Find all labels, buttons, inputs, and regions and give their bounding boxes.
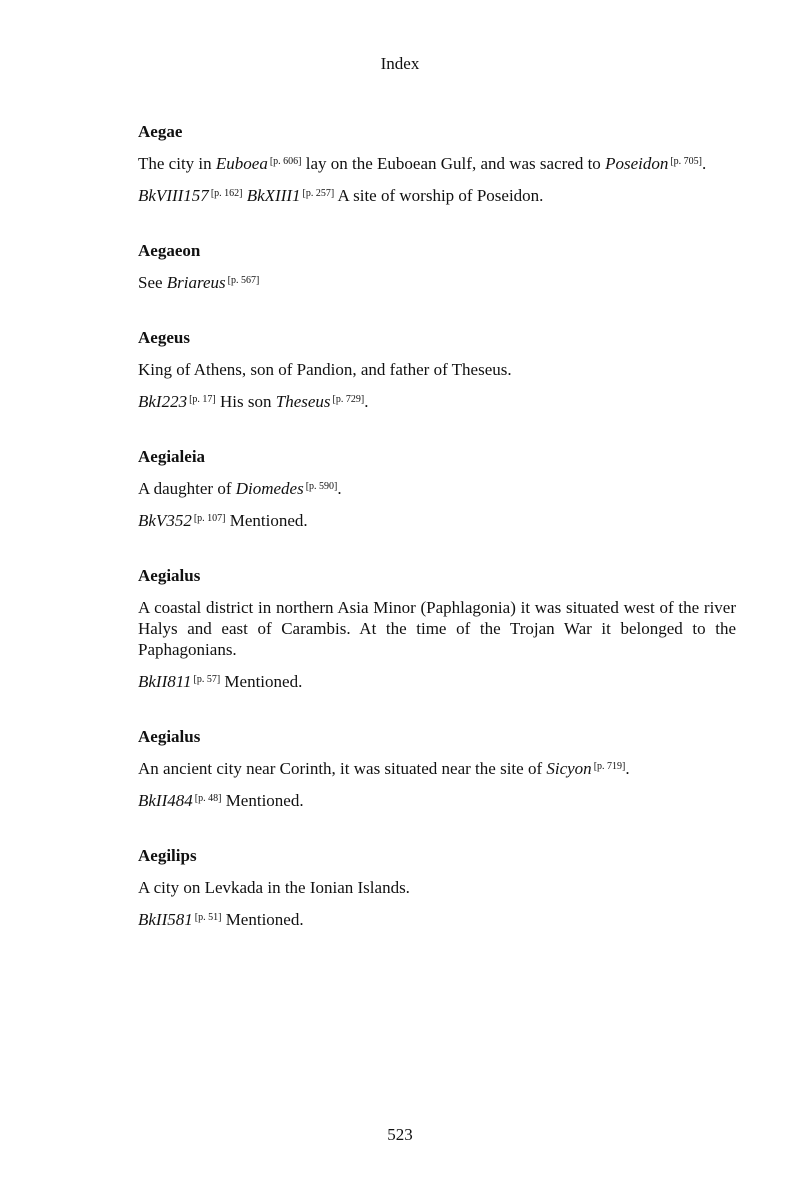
text-run: .: [625, 759, 630, 778]
entry-description: [138, 272, 736, 293]
running-head: Index: [380, 54, 420, 73]
text-run: Mentioned.: [221, 791, 304, 810]
text-run: Mentioned.: [221, 910, 304, 929]
index-entry: [138, 565, 736, 692]
book-line-link[interactable]: BkII581: [138, 910, 193, 929]
text-run: His son: [215, 392, 276, 411]
cross-reference-link[interactable]: Sicyon: [546, 759, 592, 778]
cross-reference-link[interactable]: Euboea: [215, 154, 268, 173]
entry-description: King of Athens, son of Pandion, and father of Theseus.: [138, 360, 512, 379]
page-reference: [p. 107]: [193, 513, 226, 524]
cross-reference-link[interactable]: Poseidon: [605, 154, 669, 173]
entry-description: A coastal district in northern Asia Minor (Paphlagonia) it was situated west of the river Halys and east of Carambis. At the time of the Trojan War it belonged to the Paphagonians.: [138, 598, 736, 659]
book-line-link[interactable]: BkI223: [138, 392, 188, 411]
page-reference: [p. 567]: [227, 275, 260, 286]
entry-citation: [138, 909, 736, 930]
text-run: .: [337, 479, 342, 498]
entry-citation: [138, 510, 736, 531]
entry-title: Aegilips: [138, 846, 197, 865]
page-number: 523: [387, 1125, 413, 1144]
text-run: lay on the Euboean Gulf, and was sacred to: [301, 154, 606, 173]
book-line-link[interactable]: BkII484: [138, 791, 193, 810]
page-reference: [p. 719]: [593, 761, 626, 772]
text-run: Mentioned.: [225, 511, 308, 530]
entry-citation: [138, 790, 736, 811]
index-entry: [138, 726, 736, 811]
page-reference: [p. 48]: [194, 793, 222, 804]
cross-reference-link[interactable]: Briareus: [166, 273, 226, 292]
entry-title: Aegialus: [138, 727, 201, 746]
text-run: The city in: [138, 154, 216, 173]
book-line-link[interactable]: BkV352: [138, 511, 192, 530]
page-reference: [p. 590]: [305, 481, 338, 492]
text-run: A daughter of: [138, 479, 236, 498]
entry-title: Aegae: [138, 122, 183, 141]
text-run: .: [364, 392, 369, 411]
entry-description: [138, 153, 736, 174]
entry-citation: [138, 671, 736, 692]
page-reference: [p. 57]: [193, 674, 221, 685]
page-reference: [p. 162]: [210, 188, 243, 199]
page-reference: [p. 17]: [189, 394, 216, 405]
book-line-link[interactable]: BkVIII157: [138, 186, 209, 205]
cross-reference-link[interactable]: Theseus: [275, 392, 331, 411]
index-entry: [138, 446, 736, 531]
index-entry: [138, 845, 736, 930]
index-content: [138, 121, 736, 964]
index-entry: [138, 121, 736, 206]
text-run: A site of worship of Poseidon.: [334, 186, 544, 205]
entry-description: [138, 758, 736, 779]
index-entry: [138, 327, 736, 412]
entry-citation: [138, 391, 736, 412]
book-line-link[interactable]: BkXIII1: [242, 186, 301, 205]
page-reference: [p. 729]: [332, 394, 365, 405]
text-run: An ancient city near Corinth, it was situated near the site of: [138, 759, 547, 778]
entry-title: Aegialus: [138, 566, 201, 585]
page-reference: [p. 257]: [302, 188, 335, 199]
entry-title: Aegialeia: [138, 447, 206, 466]
book-line-link[interactable]: BkII811: [138, 672, 192, 691]
text-run: Mentioned.: [220, 672, 303, 691]
page-reference: [p. 606]: [269, 156, 302, 167]
entry-description: [138, 478, 736, 499]
page-reference: [p. 705]: [670, 156, 703, 167]
entry-description: A city on Levkada in the Ionian Islands.: [138, 878, 410, 897]
entry-citation: [138, 185, 736, 206]
page-reference: [p. 51]: [194, 912, 222, 923]
entry-title: Aegaeon: [138, 241, 201, 260]
entry-title: Aegeus: [138, 328, 190, 347]
cross-reference-link[interactable]: Diomedes: [235, 479, 304, 498]
index-entry: [138, 240, 736, 293]
text-run: .: [702, 154, 707, 173]
text-run: See: [138, 273, 167, 292]
